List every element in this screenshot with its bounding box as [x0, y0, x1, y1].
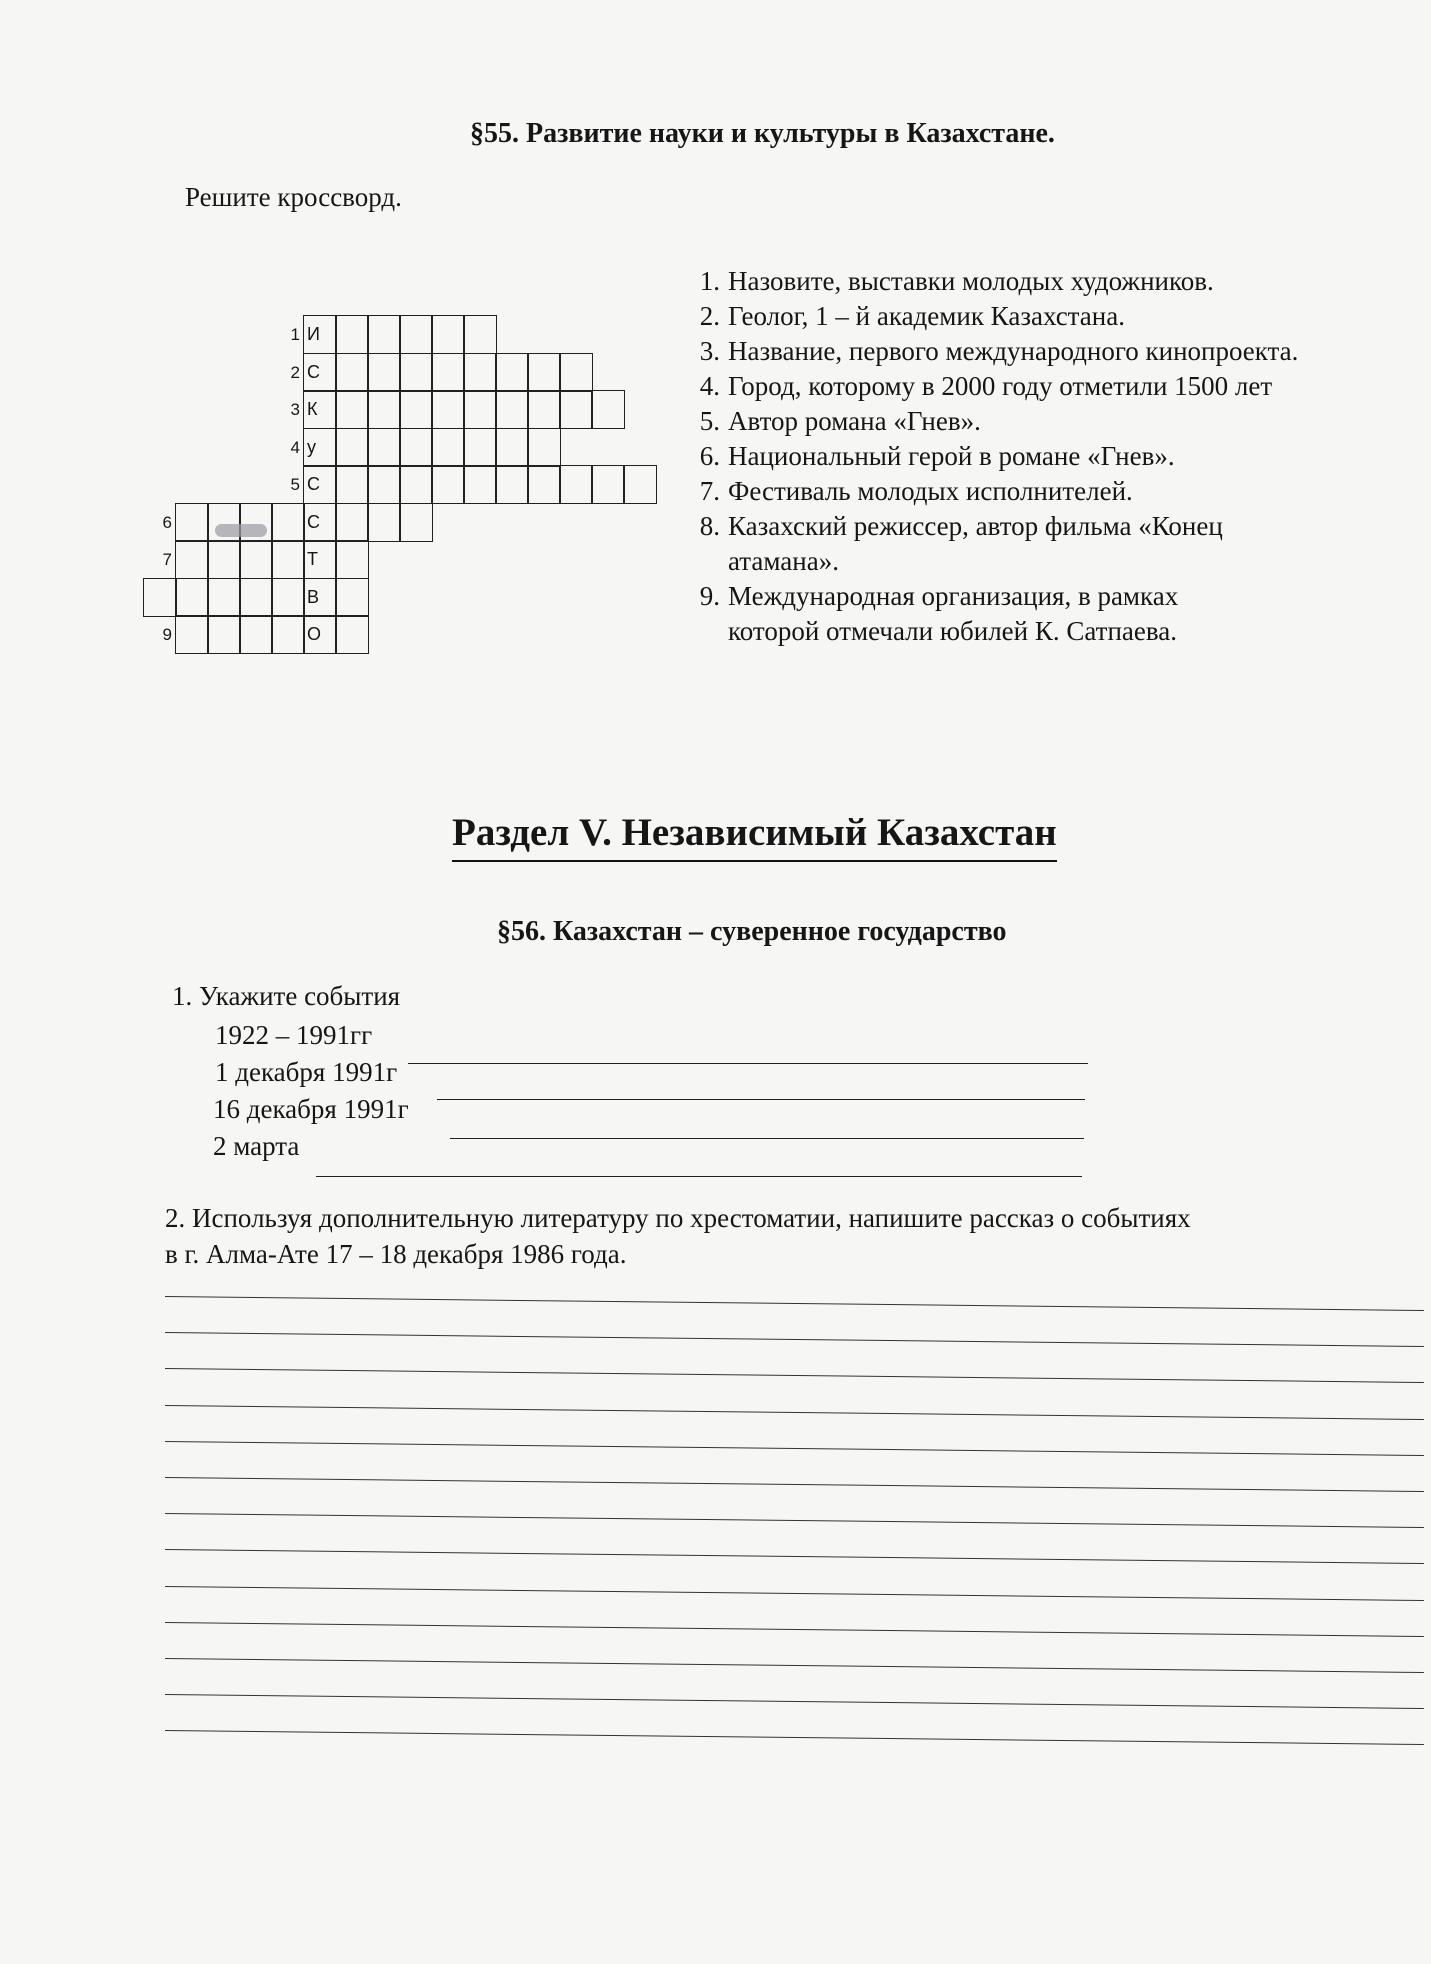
- crossword-cell[interactable]: [239, 578, 273, 617]
- crossword-cell[interactable]: [271, 540, 305, 579]
- crossword-row-number: 2: [290, 362, 300, 382]
- crossword-cell[interactable]: [143, 578, 177, 617]
- crossword-instruction: Решите кроссворд.: [185, 182, 402, 212]
- answer-line[interactable]: [408, 1063, 1088, 1064]
- crossword-cell[interactable]: [495, 390, 529, 429]
- crossword-cell[interactable]: [335, 615, 369, 654]
- crossword-cell[interactable]: [367, 465, 401, 504]
- crossword-cell[interactable]: [367, 353, 401, 392]
- section-5-title: Раздел V. Независимый Казахстан: [452, 808, 1057, 862]
- event-label: 2 марта: [213, 1131, 300, 1161]
- crossword-key-letter: С: [307, 474, 320, 494]
- clue-item: 2. Геолог, 1 – й академик Казахстана.: [699, 301, 1125, 331]
- crossword-row-number: 4: [290, 437, 300, 457]
- clue-item: 8. Казахский режиссер, автор фильма «Конец атамана».: [699, 511, 1223, 576]
- writing-line[interactable]: [165, 1332, 1424, 1347]
- crossword-cell[interactable]: [495, 428, 529, 467]
- crossword-cell[interactable]: [207, 615, 241, 654]
- task-2-line-2: в г. Алма-Ате 17 – 18 декабря 1986 года.: [165, 1239, 627, 1269]
- clue-item: 4. Город, которому в 2000 году отметили 1500 лет: [699, 371, 1273, 401]
- crossword-cell[interactable]: [527, 428, 561, 467]
- crossword-cell[interactable]: [335, 428, 369, 467]
- crossword-cell[interactable]: [367, 315, 401, 354]
- crossword-cell[interactable]: [527, 353, 561, 392]
- crossword-cell[interactable]: [463, 428, 497, 467]
- crossword-cell[interactable]: [399, 353, 433, 392]
- crossword-key-letter: у: [307, 436, 316, 457]
- crossword-cell[interactable]: [367, 428, 401, 467]
- crossword-cell[interactable]: [207, 540, 241, 579]
- crossword-cell[interactable]: [431, 315, 465, 354]
- crossword-cell[interactable]: [271, 503, 305, 542]
- crossword-cell[interactable]: [367, 503, 401, 542]
- crossword-cell[interactable]: [335, 503, 369, 542]
- crossword-cell[interactable]: [399, 465, 433, 504]
- writing-line[interactable]: [165, 1622, 1424, 1637]
- task-1-prompt: 1. Укажите события: [172, 981, 401, 1011]
- answer-line[interactable]: [450, 1138, 1084, 1139]
- crossword-cell[interactable]: [495, 465, 529, 504]
- crossword-cell[interactable]: [463, 315, 497, 354]
- writing-line[interactable]: [165, 1368, 1424, 1383]
- clue-item: 5. Автор романа «Гнев».: [699, 406, 981, 436]
- crossword-cell[interactable]: [559, 465, 593, 504]
- crossword-cell[interactable]: [271, 615, 305, 654]
- crossword-key-letter: К: [307, 399, 318, 419]
- crossword-cell[interactable]: [527, 465, 561, 504]
- writing-line[interactable]: [165, 1405, 1424, 1420]
- writing-line[interactable]: [165, 1549, 1424, 1564]
- crossword-cell[interactable]: [367, 390, 401, 429]
- crossword-cell[interactable]: [399, 390, 433, 429]
- crossword-cell[interactable]: [463, 353, 497, 392]
- clue-item: 3. Название, первого международного кинопроекта.: [699, 336, 1299, 366]
- crossword-key-letter: С: [307, 361, 320, 382]
- crossword-cell[interactable]: [559, 353, 593, 392]
- crossword-cell[interactable]: [175, 503, 209, 542]
- answer-line[interactable]: [437, 1099, 1085, 1100]
- clue-item: 6. Национальный герой в романе «Гнев».: [699, 441, 1175, 471]
- crossword-cell[interactable]: [527, 390, 561, 429]
- crossword-row-number: 6: [162, 512, 172, 532]
- writing-line[interactable]: [165, 1694, 1424, 1709]
- crossword-cell[interactable]: [431, 465, 465, 504]
- event-label: 16 декабря 1991г: [213, 1094, 409, 1124]
- task-2-prompt: [165, 1200, 1191, 1272]
- writing-line[interactable]: [165, 1477, 1424, 1492]
- crossword-cell[interactable]: [591, 390, 625, 429]
- pencil-smudge: [215, 524, 267, 537]
- crossword-cell[interactable]: [175, 578, 209, 617]
- crossword-cell[interactable]: [335, 578, 369, 617]
- writing-line[interactable]: [165, 1586, 1424, 1601]
- crossword-cell[interactable]: [559, 390, 593, 429]
- crossword-key-letter: О: [307, 624, 322, 644]
- crossword-cell[interactable]: [239, 615, 273, 654]
- crossword-key-letter: И: [307, 324, 320, 344]
- crossword-cell[interactable]: [175, 540, 209, 579]
- event-label: 1 декабря 1991г: [215, 1057, 398, 1087]
- clue-item: 7. Фестиваль молодых исполнителей.: [699, 476, 1133, 506]
- writing-line[interactable]: [165, 1441, 1424, 1456]
- crossword-grid: [0, 0, 700, 700]
- crossword-cell[interactable]: [399, 428, 433, 467]
- crossword-row-number: 5: [290, 475, 300, 494]
- writing-line[interactable]: [165, 1513, 1424, 1528]
- crossword-cell[interactable]: [335, 390, 369, 429]
- writing-line[interactable]: [165, 1730, 1424, 1745]
- crossword-cell[interactable]: [431, 353, 465, 392]
- crossword-cell[interactable]: [463, 465, 497, 504]
- crossword-cell[interactable]: [591, 465, 625, 504]
- clue-item: 1. Назовите, выставки молодых художников.: [699, 266, 1214, 296]
- crossword-cell[interactable]: [335, 315, 369, 354]
- crossword-cell[interactable]: [431, 428, 465, 467]
- event-label: 1922 – 1991гг: [215, 1020, 373, 1050]
- answer-line[interactable]: [316, 1176, 1082, 1177]
- crossword-row-number: 7: [162, 550, 172, 569]
- task-2-line-1: 2. Используя дополнительную литературу по хрестоматии, напишите рассказ о событиях: [165, 1203, 1191, 1233]
- writing-line[interactable]: [165, 1296, 1424, 1311]
- crossword-row-number: 9: [162, 625, 172, 644]
- crossword-cell[interactable]: [335, 465, 369, 504]
- crossword-cell[interactable]: [239, 540, 273, 579]
- crossword-cell[interactable]: [175, 615, 209, 654]
- crossword-cell[interactable]: [207, 578, 241, 617]
- crossword-key-letter: С: [307, 511, 320, 532]
- crossword-cell[interactable]: [399, 503, 433, 542]
- crossword-cell[interactable]: [399, 315, 433, 354]
- section-56-title: §56. Казахстан – суверенное государство: [497, 916, 1007, 947]
- clue-item: 9. Международная организация, в рамках которой отмечали юбилей К. Сатпаева.: [699, 581, 1179, 646]
- crossword-cell[interactable]: [431, 390, 465, 429]
- writing-line[interactable]: [165, 1658, 1424, 1673]
- crossword-row-number: 3: [290, 400, 300, 419]
- crossword-key-letter: Т: [307, 549, 318, 569]
- crossword-row-number: 1: [290, 325, 300, 344]
- crossword-cell[interactable]: [463, 390, 497, 429]
- crossword-cell[interactable]: [335, 540, 369, 579]
- crossword-clues: [683, 264, 1298, 649]
- crossword-cell[interactable]: [495, 353, 529, 392]
- crossword-cell[interactable]: [335, 353, 369, 392]
- crossword-key-letter: В: [307, 586, 320, 607]
- section-55-title: §55. Развитие науки и культуры в Казахстане.: [470, 118, 1055, 149]
- crossword-cell[interactable]: [623, 465, 657, 504]
- crossword-cell[interactable]: [271, 578, 305, 617]
